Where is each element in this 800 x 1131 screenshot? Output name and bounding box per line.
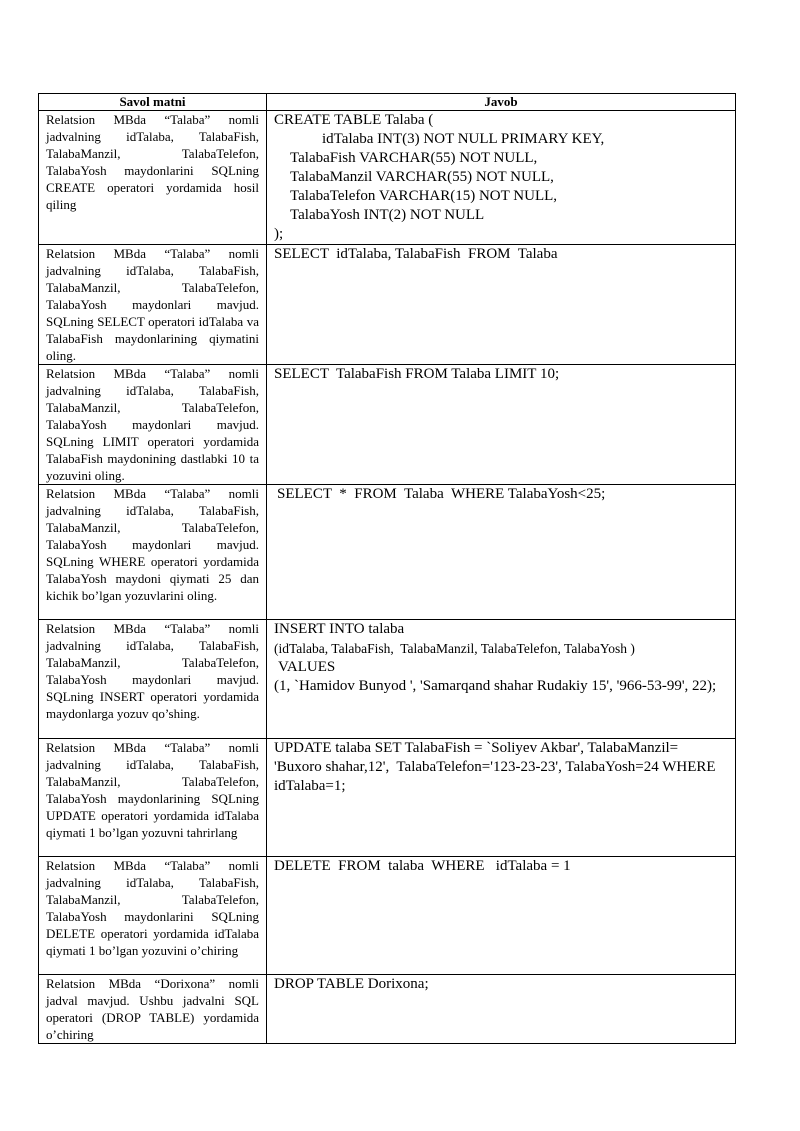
answer-line: TalabaYosh INT(2) NOT NULL bbox=[290, 207, 485, 223]
header-answer: Javob bbox=[267, 94, 736, 111]
answer-line: ); bbox=[274, 226, 284, 242]
answer-line: VALUES bbox=[278, 659, 336, 675]
answer-line: TalabaTelefon VARCHAR(15) NOT NULL, bbox=[290, 188, 558, 204]
answer-cell bbox=[267, 111, 736, 245]
question-cell: Relatsion MBda “Talaba” nomli jadvalning idTalaba, TalabaFish, TalabaManzil, TalabaTelefon, TalabaYosh maydonlari mavjud. SQLning WHERE operatori yordamida TalabaYosh maydoni qiymati 25 dan kichik bo’lgan yozuvlarini oling. bbox=[39, 485, 267, 620]
answer-line: CREATE TABLE Talaba ( bbox=[274, 112, 434, 128]
table-row bbox=[39, 111, 736, 245]
answer-line: DELETE FROM talaba WHERE idTalaba = 1 bbox=[274, 858, 571, 874]
answer-cell bbox=[267, 857, 736, 975]
answer-line: DROP TABLE Dorixona; bbox=[274, 976, 429, 992]
table-header-row bbox=[39, 94, 736, 111]
answer-line: SELECT TalabaFish FROM Talaba LIMIT 10; bbox=[274, 366, 560, 382]
answer-line: UPDATE talaba SET TalabaFish = `Soliyev Akbar', TalabaManzil= 'Buxoro shahar,12', TalabaTelefon='123-23-23', TalabaYosh=24 WHERE idTalaba=1; bbox=[274, 740, 724, 794]
table-row bbox=[39, 485, 736, 620]
table-row bbox=[39, 620, 736, 739]
table-row bbox=[39, 975, 736, 1044]
table-row bbox=[39, 245, 736, 365]
answer-line: SELECT * FROM Talaba WHERE TalabaYosh<25; bbox=[277, 486, 606, 502]
answer-line: (idTalaba, TalabaFish, TalabaManzil, TalabaTelefon, TalabaYosh ) bbox=[274, 641, 635, 656]
table-row bbox=[39, 739, 736, 857]
answer-line: (1, `Hamidov Bunyod ', 'Samarqand shahar Rudakiy 15', '966-53-99', 22); bbox=[274, 678, 717, 694]
question-cell: Relatsion MBda “Dorixona” nomli jadval mavjud. Ushbu jadvalni SQL operatori (DROP TABLE) yordamida o’chiring bbox=[39, 975, 267, 1044]
answer-cell bbox=[267, 620, 736, 739]
question-cell: Relatsion MBda “Talaba” nomli jadvalning idTalaba, TalabaFish, TalabaManzil, TalabaTelefon, TalabaYosh maydonlari mavjud. SQLning SELECT operatori idTalaba va TalabaFish maydonlarining qiymatini oling. bbox=[39, 245, 267, 365]
question-cell: Relatsion MBda “Talaba” nomli jadvalning idTalaba, TalabaFish, TalabaManzil, TalabaTelefon, TalabaYosh maydonlarini SQLning DELETE operatori yordamida idTalaba qiymati 1 bo’lgan yozuvini o’chiring bbox=[39, 857, 267, 975]
answer-cell bbox=[267, 245, 736, 365]
table-row bbox=[39, 857, 736, 975]
answer-line: TalabaFish VARCHAR(55) NOT NULL, bbox=[290, 150, 538, 166]
question-cell: Relatsion MBda “Talaba” nomli jadvalning idTalaba, TalabaFish, TalabaManzil, TalabaTelefon, TalabaYosh maydonlari mavjud. SQLning LIMIT operatori yordamida TalabaFish maydonining dastlabki 10 ta yozuvini oling. bbox=[39, 365, 267, 485]
answer-cell bbox=[267, 485, 736, 620]
question-cell: Relatsion MBda “Talaba” nomli jadvalning idTalaba, TalabaFish, TalabaManzil, TalabaTelefon, TalabaYosh maydonlarini SQLning CREATE operatori yordamida hosil qiling bbox=[39, 111, 267, 245]
questions-answers-table bbox=[38, 93, 736, 1044]
answer-line: SELECT idTalaba, TalabaFish FROM Talaba bbox=[274, 246, 558, 262]
answer-cell bbox=[267, 739, 736, 857]
header-question: Savol matni bbox=[39, 94, 267, 111]
question-cell: Relatsion MBda “Talaba” nomli jadvalning idTalaba, TalabaFish, TalabaManzil, TalabaTelefon, TalabaYosh maydonlarining SQLning UPDATE operatori yordamida idTalaba qiymati 1 bo’lgan yozuvni tahrirlang bbox=[39, 739, 267, 857]
table-row bbox=[39, 365, 736, 485]
answer-line: idTalaba INT(3) NOT NULL PRIMARY KEY, bbox=[322, 131, 605, 147]
answer-line: TalabaManzil VARCHAR(55) NOT NULL, bbox=[290, 169, 554, 185]
answer-cell bbox=[267, 975, 736, 1044]
question-cell: Relatsion MBda “Talaba” nomli jadvalning idTalaba, TalabaFish, TalabaManzil, TalabaTelefon, TalabaYosh maydonlari mavjud. SQLning INSERT operatori yordamida maydonlarga yozuv qo’shing. bbox=[39, 620, 267, 739]
answer-cell bbox=[267, 365, 736, 485]
answer-line: INSERT INTO talaba bbox=[274, 621, 405, 637]
